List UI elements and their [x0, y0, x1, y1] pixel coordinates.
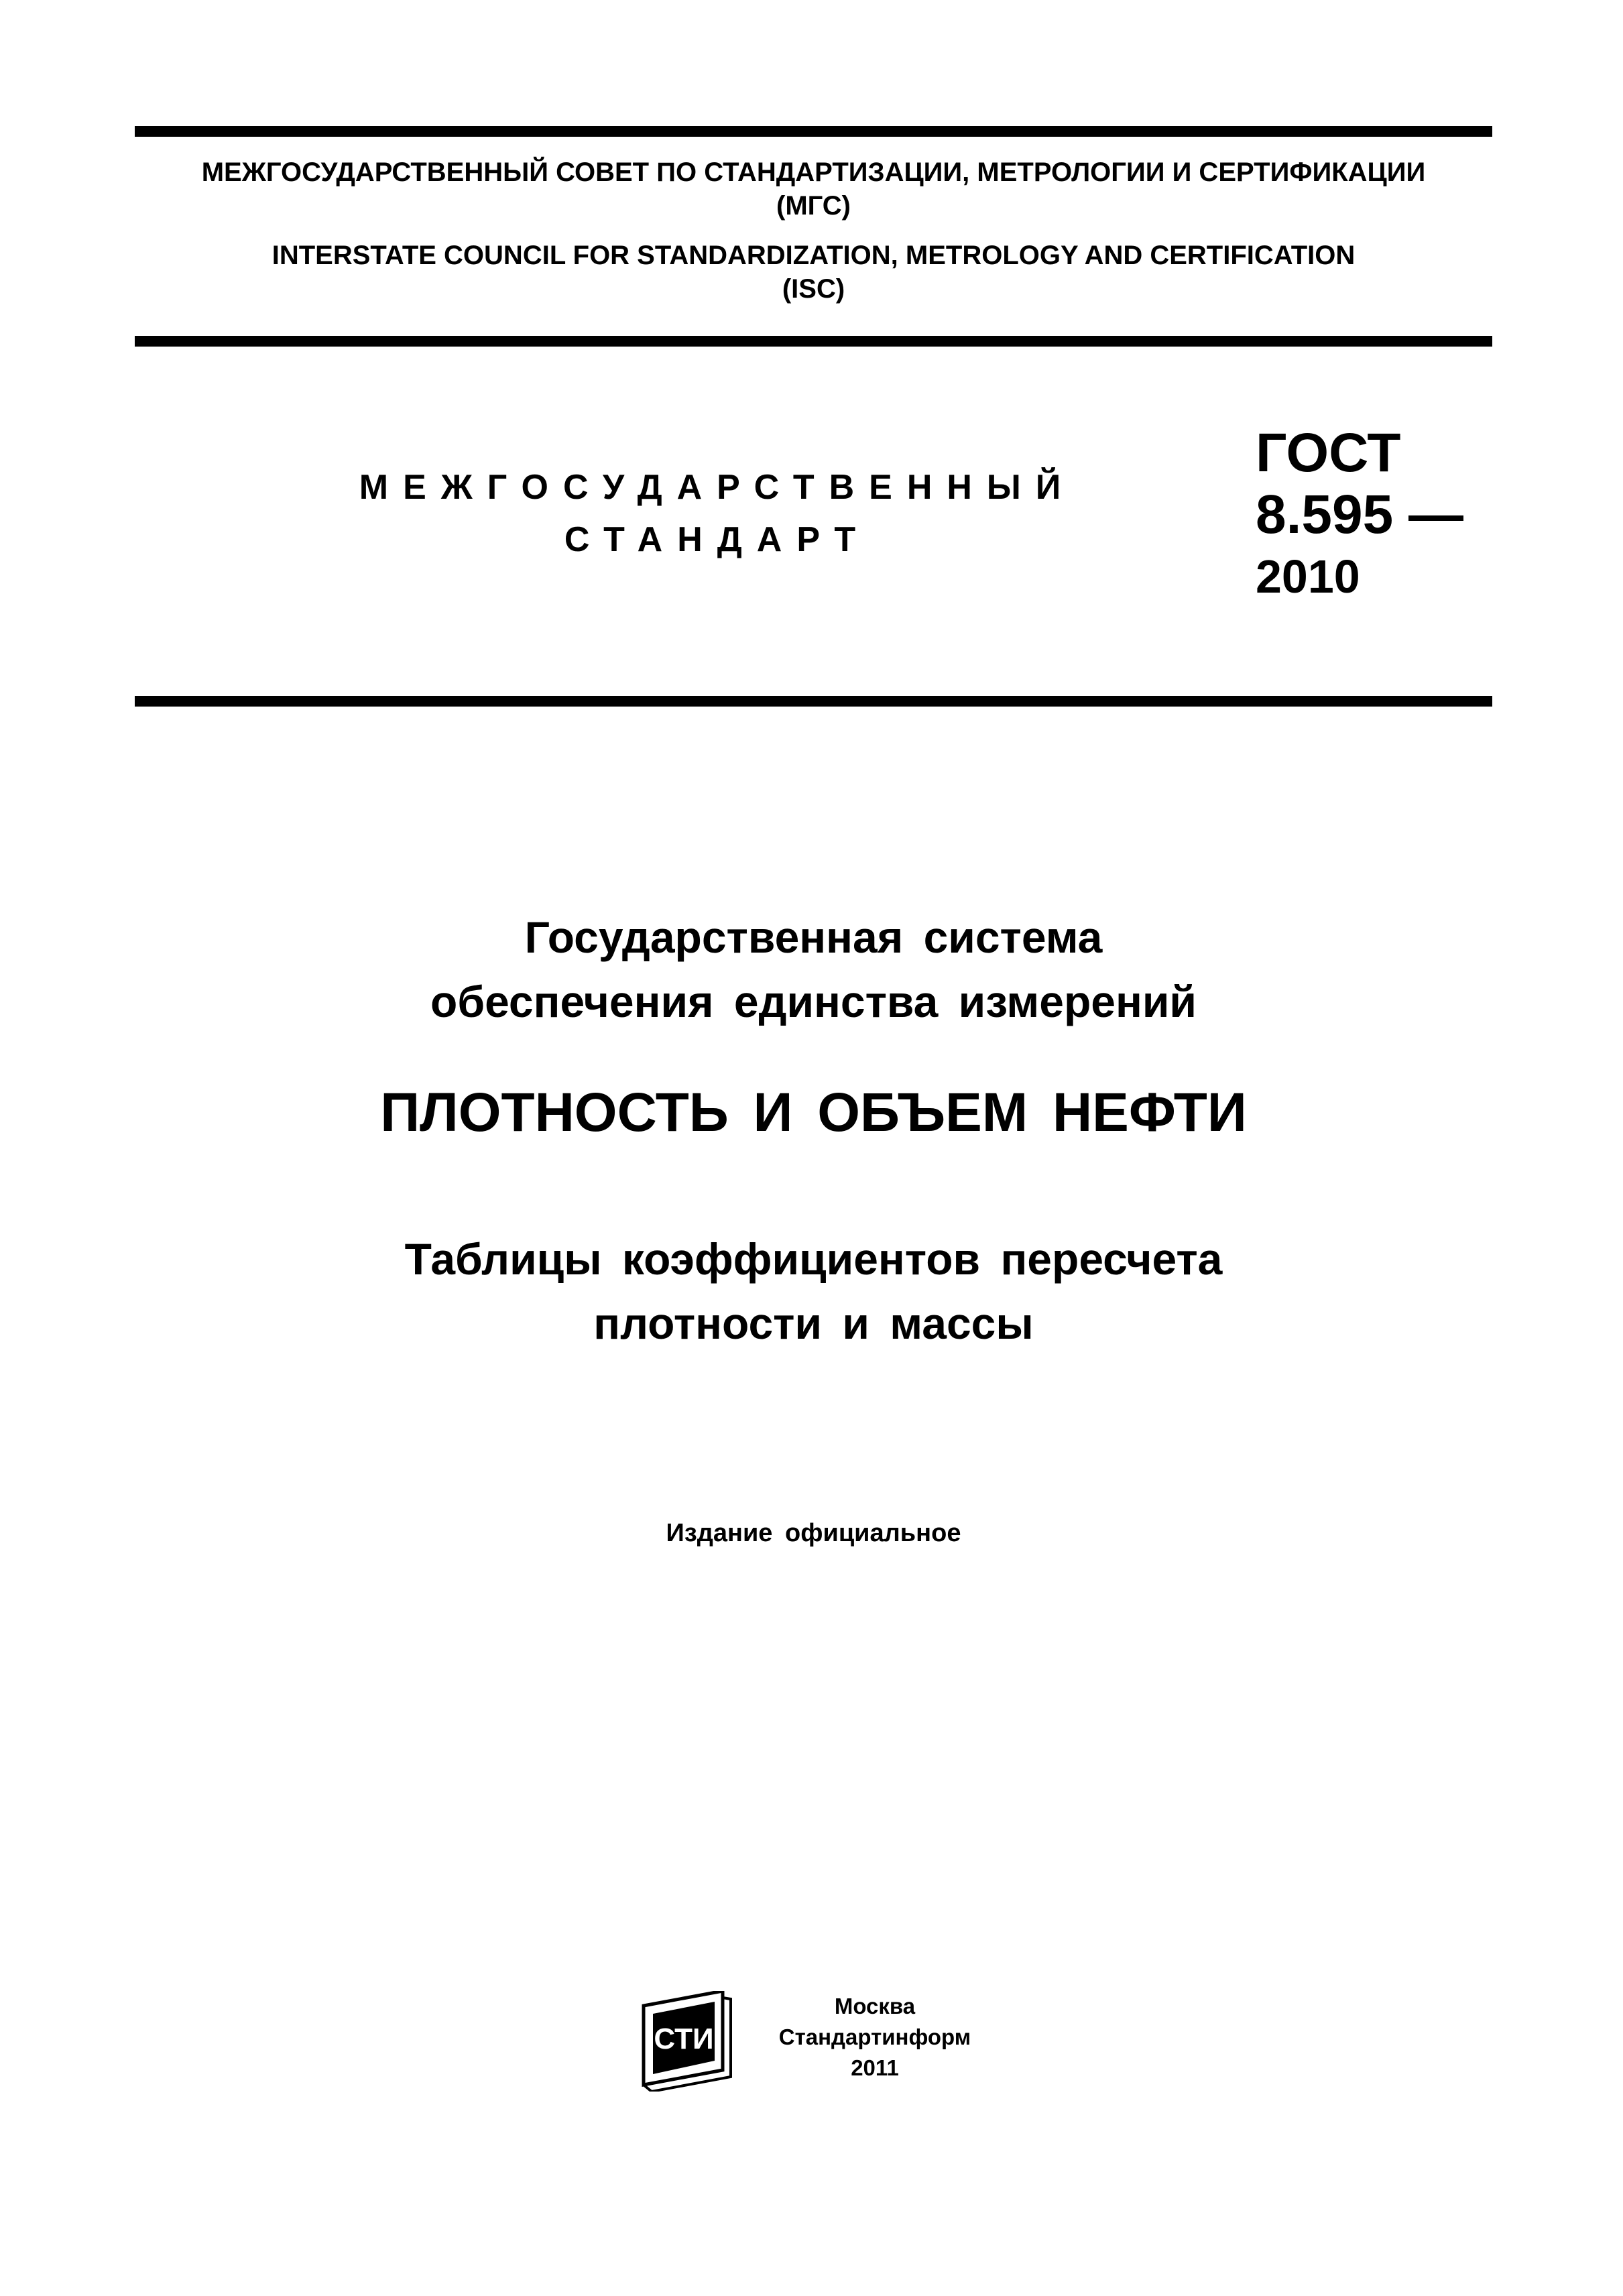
- gost-designation: [1256, 422, 1463, 607]
- logo-lettering: СТИ: [654, 2022, 714, 2055]
- main-title-text: ПЛОТНОСТЬ И ОБЪЕМ НЕФТИ: [380, 1082, 1247, 1143]
- gost-prefix: ГОСТ: [1256, 422, 1401, 483]
- document-main-title: [135, 1079, 1492, 1146]
- publisher-block: [637, 1991, 1012, 2092]
- system-title: [135, 905, 1492, 1034]
- council-name-ru: МЕЖГОСУДАРСТВЕННЫЙ СОВЕТ ПО СТАНДАРТИЗАЦИИ, МЕТРОЛОГИИ И СЕРТИФИКАЦИИ: [201, 158, 1426, 187]
- standartinform-logo-icon: [637, 1991, 735, 2092]
- edition-note: Издание официальное: [666, 1519, 961, 1547]
- standard-type-line-2: СТАНДАРТ: [564, 520, 871, 559]
- council-header: [135, 156, 1492, 306]
- gost-number: 8.595 —: [1256, 484, 1463, 545]
- system-title-line-2: обеспечения единства измерений: [430, 977, 1197, 1026]
- standard-type-line-1: МЕЖГОСУДАРСТВЕННЫЙ: [359, 468, 1076, 507]
- publisher-year: 2011: [851, 2055, 899, 2080]
- system-title-line-1: Государственная система: [524, 912, 1103, 962]
- publisher-city: Москва: [834, 1994, 916, 2018]
- designation-bottom-rule: [135, 696, 1492, 707]
- top-rule: [135, 126, 1492, 137]
- council-abbr-ru: (МГС): [776, 191, 851, 221]
- council-name-en: INTERSTATE COUNCIL FOR STANDARDIZATION, METROLOGY AND CERTIFICATION: [272, 241, 1356, 270]
- document-subtitle: [135, 1227, 1492, 1355]
- council-abbr-en: (ISC): [782, 274, 845, 304]
- publisher-name: Стандартинформ: [778, 2025, 971, 2049]
- subtitle-line-2: плотности и массы: [593, 1298, 1034, 1348]
- header-bottom-rule: [135, 336, 1492, 347]
- gost-year: 2010: [1256, 550, 1360, 603]
- standard-type-label: [282, 461, 1153, 566]
- subtitle-line-1: Таблицы коэффициентов пересчета: [404, 1234, 1223, 1284]
- publisher-text: [737, 1991, 1012, 2083]
